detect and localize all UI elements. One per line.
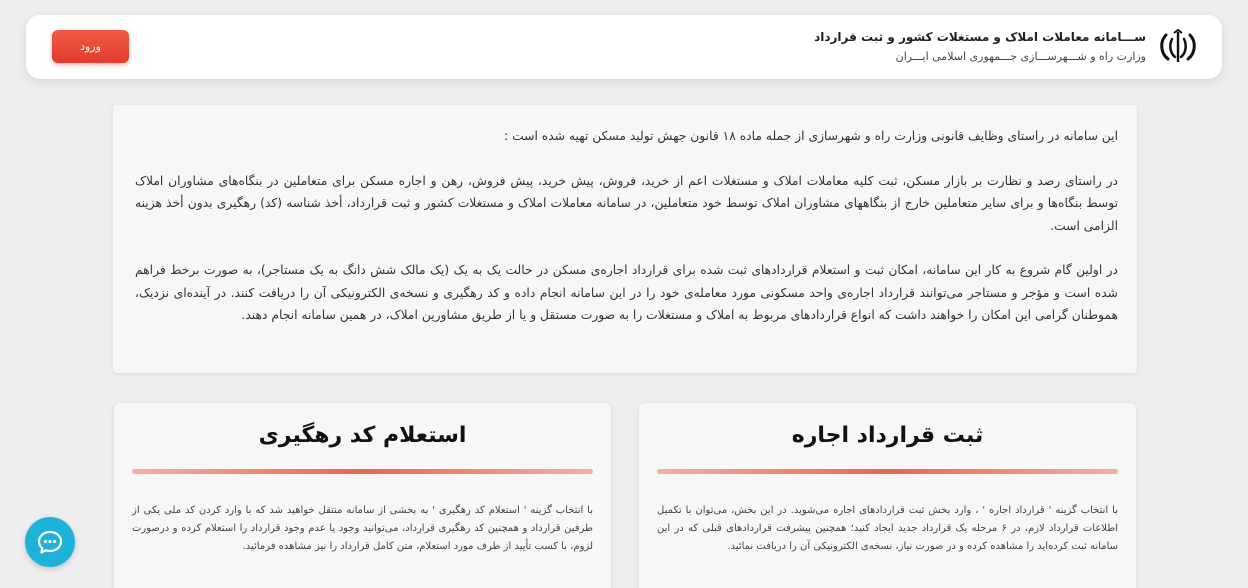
tracking-inquiry-card[interactable] (114, 403, 611, 588)
card-divider (657, 469, 1118, 474)
intro-panel (113, 105, 1137, 373)
chat-support-button[interactable] (25, 517, 75, 567)
intro-paragraph: در اولین گام شروع به کار این سامانه، امکان ثبت و استعلام قراردادهای ثبت شده برای قرارداد اجاره‌ی مسکن در حالت یک به یک (یک مالک شش دانگ به یک مستاجر)، به صورت برخط فراهم شده است و مؤجر و مستاجر می‌توانند قرارداد اجاره‌ی واحد مسکونی مورد معامله‌ی خود را در این سامانه انجام داده و کد رهگیری و نسخه‌ی الکترونیکی آن را دریافت کنند. در آینده‌ای نزدیک، هموطنان گرامی این امکان را خواهند داشت که انواع قراردادهای مربوط به املاک و مستغلات را به صورت مستقل و یا از طریق مشاورین املاک، در همین سامانه انجام دهند. (135, 263, 1118, 322)
top-header (26, 15, 1222, 79)
register-lease-description: با انتخاب گزینه ' قرارداد اجاره ' ، وارد بخش ثبت قراردادهای اجاره می‌شوید. در این بخش، می‌توان با تکمیل اطلاعات قرارداد لازم، در ۶ مرحله یک قرارداد جدید ایجاد کنید؛ همچنین پیشرفت قراردادهای قبلی که در این سامانه ثبت کرده‌اید را مشاهده کرده و در صورت نیاز، نسخه‌ی الکترونیکی آن را دریافت نمائید. (657, 505, 1119, 552)
intro-paragraph: در راستای رصد و نظارت بر بازار مسکن، ثبت کلیه معاملات املاک و مستغلات اعم از خرید، فروش، پیش خرید، پیش فروش، رهن و اجاره مسکن برای متعاملین در بنگاه‌های مشاوران املاک توسط بنگاه‌ها و برای سایر متعاملین خارج از بنگاههای مشاوران املاک توسط خود متعاملین، در سامانه معاملات املاک و مستغلات کشور و ثبت قرارداد، أخذ شناسه (کد) رهگیری بدون أخذ هزینه الزامی است. (135, 173, 1118, 233)
site-subtitle: وزارت راه و شـــهرســـازی جـــمهوری اسلامی ایـــران (895, 50, 1146, 63)
intro-paragraph: این سامانه در راستای وظایف قانونی وزارت راه و شهرسازی از جمله ماده ۱۸ قانون جهش تولید مسکن تهیه شده است : (504, 129, 1118, 143)
tracking-inquiry-title[interactable]: استعلام کد رهگیری (258, 423, 467, 448)
card-divider (132, 469, 593, 474)
register-lease-title[interactable]: ثبت قرارداد اجاره (791, 423, 984, 448)
register-lease-card[interactable] (639, 403, 1136, 588)
tracking-inquiry-description: با انتخاب گزینه ' استعلام کد رهگیری ' به بخشی از سامانه منتقل خواهید شد که با وارد کردن کد ملی یکی از طرفین قرارداد و همچنین کد رهگیری قرارداد، می‌توانید وجود یا عدم وجود قرارداد را استعلام کرده و درصورت لزوم، با کسب تأیید از طرف مورد استعلام، متن کامل قرارداد را نیز مشاهده فرمائید. (132, 505, 593, 552)
site-brand (814, 28, 1146, 68)
iran-emblem-icon (1158, 29, 1198, 65)
site-title: ســـامانه معاملات املاک و مستغلات کشور و ثبت قرارداد (814, 30, 1146, 44)
chat-bubble-icon (36, 528, 64, 556)
login-button[interactable]: ورود (52, 30, 129, 63)
